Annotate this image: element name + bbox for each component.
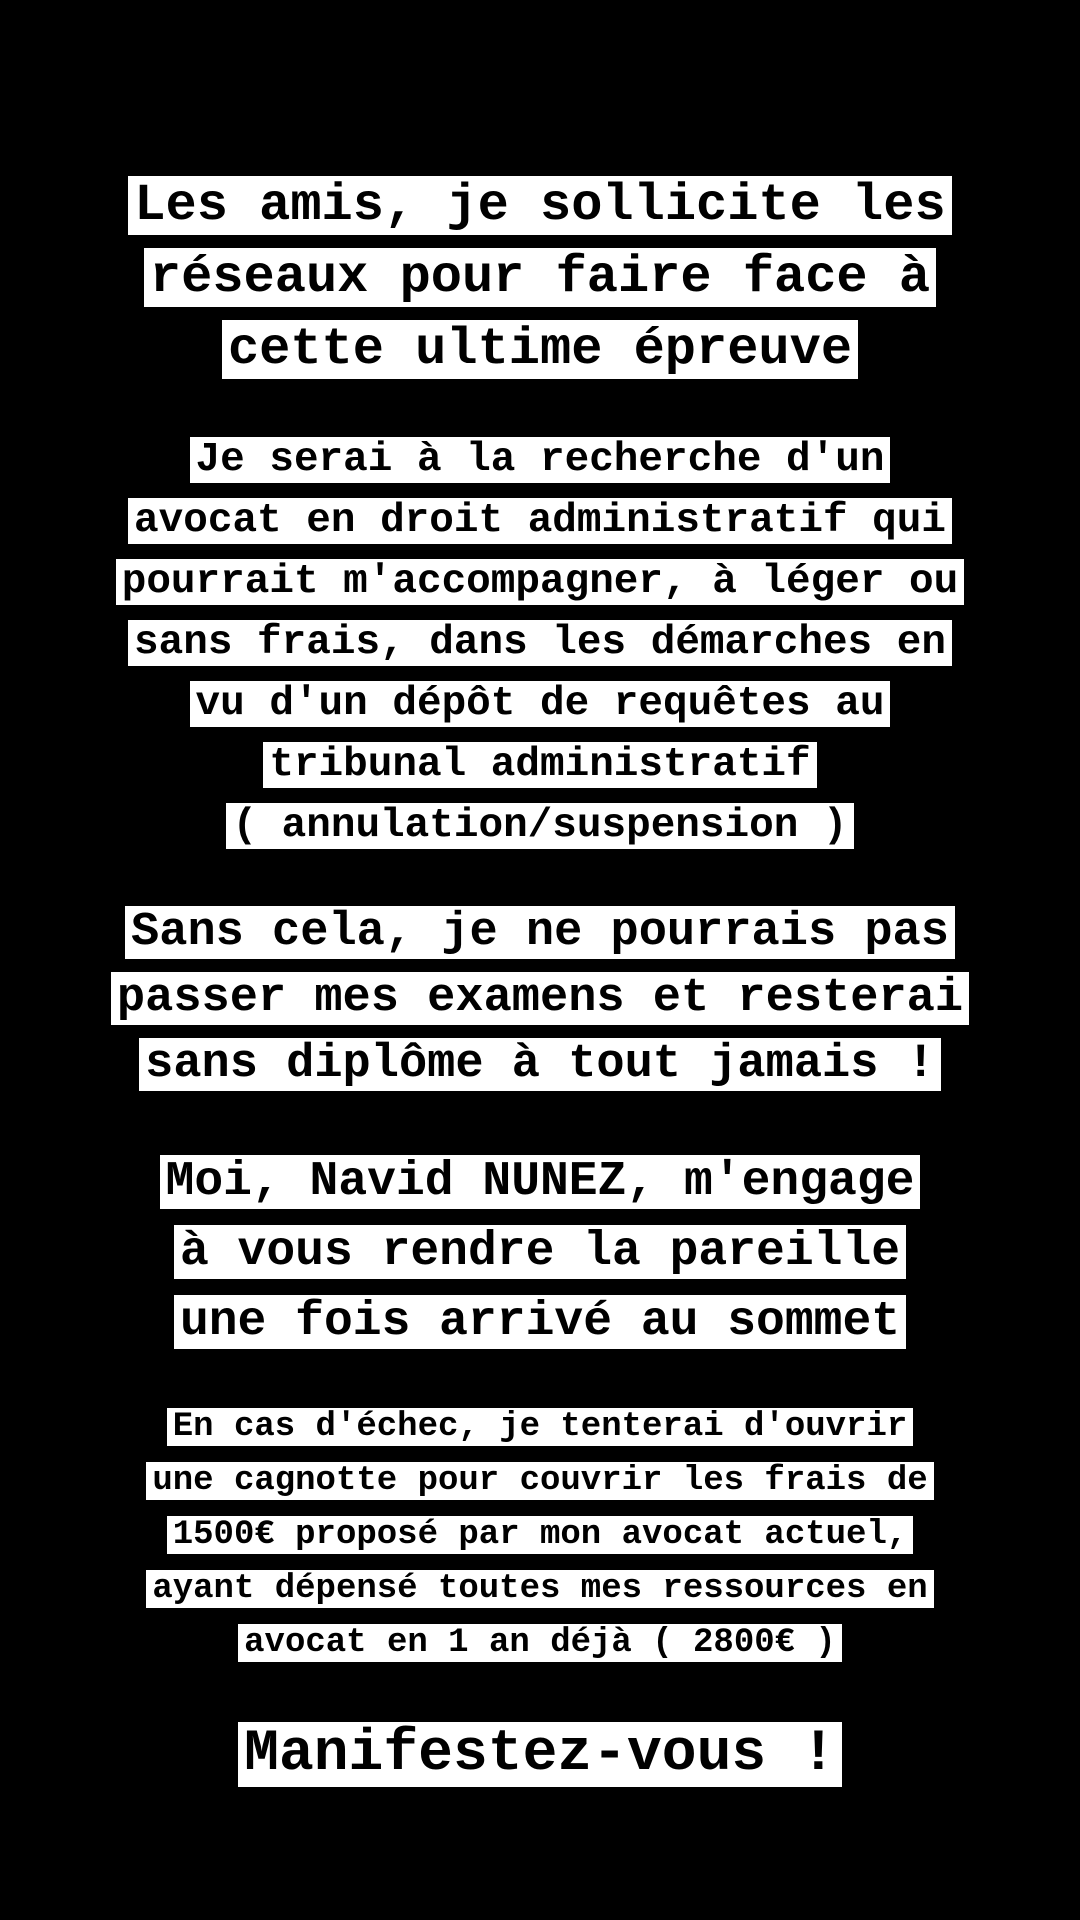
text-line <box>0 1508 1080 1562</box>
highlighted-text: Je serai à la recherche d'un <box>190 437 891 483</box>
highlighted-text: cette ultime épreuve <box>222 320 858 379</box>
text-line <box>0 552 1080 613</box>
text-block-lawyer-search <box>0 430 1080 857</box>
highlighted-text: à vous rendre la pareille <box>174 1225 906 1279</box>
highlighted-text: tribunal administratif <box>263 742 816 788</box>
highlighted-text: sans diplôme à tout jamais ! <box>139 1038 941 1091</box>
text-line <box>0 1147 1080 1217</box>
highlighted-text: En cas d'échec, je tenterai d'ouvrir <box>167 1408 914 1446</box>
text-block-consequence <box>0 900 1080 1098</box>
text-line <box>0 314 1080 386</box>
text-line <box>0 430 1080 491</box>
text-line <box>0 674 1080 735</box>
text-line <box>0 1032 1080 1098</box>
highlighted-text: avocat en droit administratif qui <box>128 498 952 544</box>
text-block-fundraiser <box>0 1400 1080 1670</box>
highlighted-text: avocat en 1 an déjà ( 2800€ ) <box>238 1624 842 1662</box>
highlighted-text: Les amis, je sollicite les <box>128 176 951 235</box>
highlighted-text: pourrait m'accompagner, à léger ou <box>116 559 965 605</box>
text-line <box>0 735 1080 796</box>
text-line <box>0 242 1080 314</box>
text-line <box>0 613 1080 674</box>
highlighted-text: passer mes examens et resterai <box>111 972 969 1025</box>
text-line <box>0 1400 1080 1454</box>
text-line <box>0 1720 1080 1790</box>
text-line <box>0 900 1080 966</box>
highlighted-text: vu d'un dépôt de requêtes au <box>190 681 891 727</box>
text-line <box>0 170 1080 242</box>
text-line <box>0 1562 1080 1616</box>
text-block-pledge <box>0 1147 1080 1357</box>
highlighted-text: Manifestez-vous ! <box>238 1722 842 1787</box>
highlighted-text: ( annulation/suspension ) <box>226 803 853 849</box>
highlighted-text: 1500€ proposé par mon avocat actuel, <box>167 1516 914 1554</box>
text-line <box>0 1454 1080 1508</box>
highlighted-text: sans frais, dans les démarches en <box>128 620 952 666</box>
text-line <box>0 1616 1080 1670</box>
text-line <box>0 796 1080 857</box>
text-block-call-to-action <box>0 1720 1080 1790</box>
highlighted-text: une cagnotte pour couvrir les frais de <box>146 1462 933 1500</box>
text-line <box>0 1287 1080 1357</box>
text-block-appeal <box>0 170 1080 386</box>
highlighted-text: réseaux pour faire face à <box>144 248 936 307</box>
highlighted-text: ayant dépensé toutes mes ressources en <box>146 1570 933 1608</box>
text-line <box>0 966 1080 1032</box>
text-line <box>0 1217 1080 1287</box>
highlighted-text: Sans cela, je ne pourrais pas <box>125 906 955 959</box>
highlighted-text: une fois arrivé au sommet <box>174 1295 906 1349</box>
highlighted-text: Moi, Navid NUNEZ, m'engage <box>160 1155 921 1209</box>
text-line <box>0 491 1080 552</box>
